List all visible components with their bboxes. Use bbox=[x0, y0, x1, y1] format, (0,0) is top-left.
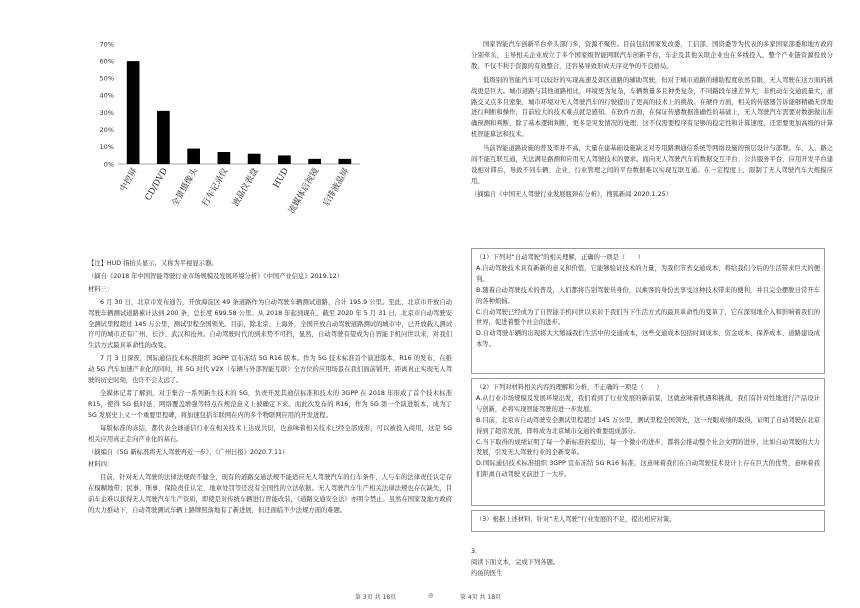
question-1-option-a[interactable]: A.自动驾驶技术具有新新的意义和价值，它能够验证技术的力量，为我们节省交通成本，将给我们今后的生活带来巨大的便利。 bbox=[476, 264, 820, 283]
right-source: （摘编自《中国无人驾驶行业发展瓶颈在分析》，搜狐新闻 2020.1.25） bbox=[471, 190, 672, 198]
question-1-option-c[interactable]: C.自动驾驶已经成为了自智能手机问世以来对于我们当下生活方式的最具革命性的变革了，它在深刻地介入和影响着我们的世界，促进着整个社会的进步。 bbox=[476, 308, 820, 327]
y-tick-label: 30% bbox=[99, 108, 114, 117]
bar bbox=[218, 152, 231, 164]
bar bbox=[278, 155, 291, 164]
y-tick-label: 20% bbox=[99, 126, 114, 135]
bar bbox=[339, 159, 352, 164]
y-tick-label: 70% bbox=[99, 40, 114, 49]
chart-note: 【注】HUD 指抬头显示，又称为平视显示器。 bbox=[88, 260, 218, 267]
material-3-para-2: 7 月 3 日深夜，国际通信技术标准组织 3GPP 宣布冻结 5G R16 版本。作为 5G 技术标准首个演进版本，R16 的发布，在推动 5G 汽车加速产业化的同时，将 5G 时代 V2X（车辆与外部智能互联）全方位的应用场景在我们面前铺开，距离真正实现无人驾驶的历史时刻，也许不会太远了。 bbox=[88, 355, 452, 385]
x-category-label: 液晶仪表盘 bbox=[230, 166, 261, 209]
question-2-option-c[interactable]: C.当下取得的成绩证明了每一个新标准的提出，每一个微小的进步，都将会推动整个社会文明的进步，比如自动驾驶的大力发展，引发无人驾驶行业的全新变革。 bbox=[476, 438, 820, 457]
question-3: （3）根据上述材料，针对“无人驾驶”行业发展的不足，提出相应对策。 bbox=[476, 516, 676, 523]
right-para-2: 低级别的智能汽车可以较好的实现高速及郊区道路的辅助驾驶，但对于城市道路的辅助程度依然有限，无人驾驶在这方面的挑战更是巨大。城市道路与其他道路相比，环境更为复杂，车辆数量多且种类复杂，不同路段车速差异大，非机动车交通流量大，道路交叉点多且密集，城市环境对无人驾驶汽车的行驶提出了更高的技术上的挑战。在硬件方面，相关的传感器告诉能够精确无误地进行判断和操作，目前较大的技术难点就是感知。在软件方面，在保证传感数据准确性的基础上，无人驾驶汽车需要对数据做出准确预测和判断，除了基本逻辑判断，更多是突发情况的处理，这不仅需要程序有足够的稳定性和计算速度，还需要更加高级的计算机智能算法和技术。 bbox=[471, 76, 833, 139]
y-tick-label: 60% bbox=[99, 57, 114, 66]
y-tick-label: 0% bbox=[103, 160, 114, 169]
x-category-label: CD/DVD bbox=[143, 166, 170, 203]
x-category-label: 行车记录仪 bbox=[200, 166, 231, 209]
heading-material-3: 材料三： bbox=[88, 285, 114, 293]
right-column bbox=[471, 40, 833, 201]
x-category-label: 流媒体后视镜 bbox=[287, 166, 322, 216]
question-number-3: 3. bbox=[471, 548, 478, 555]
x-category-label: 后排液晶屏 bbox=[321, 166, 352, 209]
read-instruction: 阅读下面文本，完成下列各题。 bbox=[471, 558, 560, 566]
y-tick-label: 10% bbox=[99, 143, 114, 152]
footer-page-left: 第 3页 共 18页 bbox=[355, 594, 397, 601]
bar bbox=[248, 154, 261, 164]
right-para-1: 国家智能汽车创新平台牵头部门多，资源不聚焦。目前包括国家发改委、工信部、国资委等为代表的多家国家部委和地方政府分别牵头，主导相关企业成立了多个国家级智能网联汽车创新平台，车企及其他关联企业也在多线投入，整个产业链资源投放分散，不仅不利于资源的有效整合，还容易导致形成无序竞争的不良格局。 bbox=[471, 41, 833, 70]
source-2: （摘编自《5G 新标准将无人驾驶再近一步》，《广州日报》2020.7.11） bbox=[88, 448, 289, 456]
text-title: 约鱼的医生 bbox=[471, 569, 503, 577]
question-1-option-b[interactable]: B.随着自动驾驶技术的普及，人们都将告别驾驶员身份，以乘客的身份去享受这种技术带来的便利，并且完全摆脱日常开车的各种烦恼。 bbox=[476, 286, 820, 305]
heading-material-4: 材料四： bbox=[88, 461, 114, 469]
question-1-box bbox=[471, 248, 825, 374]
x-category-label: HUD bbox=[271, 166, 291, 191]
material-3-para-4: 每版标准的冻结，都代表全球通信行业在相关技术上达成共识，也意味着相关技术已经全部成形，可以被投入商用，这是 5G 相关应用真正走向产业化的基石。 bbox=[88, 424, 452, 443]
y-tick-label: 40% bbox=[99, 91, 114, 100]
question-2-option-d[interactable]: D.国际通信技术标准组织 3GPP 宣布冻结 5G R16 标准，这意味着我们在自动驾驶技术设计上存在巨大的优势，意味着我们距离自动驾驶又前进了一大步。 bbox=[476, 460, 820, 479]
x-category-label: 全景摄像头 bbox=[170, 166, 201, 209]
left-column bbox=[88, 259, 452, 517]
x-category-label: 中控屏 bbox=[118, 166, 140, 194]
source-1: （摘自《2018 年中国智能驾驶行业市场规模及发展环境分析》《中国产业信息》2019.12） bbox=[88, 272, 344, 280]
question-2-option-b[interactable]: B.目前，北京市自动驾驶安全测试里程超过 145 万公里，测试里程全国领先，这一亮眼成绩的取得，证明了自动驾驶在北京得到了超常发展，即将成为北京城市交通的重要组成部分。 bbox=[476, 416, 820, 435]
y-tick-label: 50% bbox=[99, 74, 114, 83]
question-2-box bbox=[471, 378, 825, 506]
bar-chart bbox=[88, 34, 368, 256]
right-para-3: 当前智能道路设施的普及率并不高，大量在建基础设施缺乏对专用路测通信系统等网络设施的预层设计与部署。车、人、路之间不能互联互通，无法满足路测和应用无人驾驶技术的要求。面向无人驾驶汽车的数据交互平台、公共服务平台、应用开发平台建设相对滞后，导致不同车辆、企业、行业管理之间的平台数据难以实现互联互通。在一定程度上，限制了无人驾驶汽车大规模应用。 bbox=[471, 145, 833, 185]
question-1-option-d[interactable]: D.自动驾驶车辆的出现将大大缩减我们生活中的交通成本，这些交通成本包括时间成本、资金成本、保养成本、道路建设成本等。 bbox=[476, 330, 820, 349]
bar-chart-svg bbox=[88, 34, 368, 256]
bar bbox=[127, 61, 140, 164]
footer-divider-icon: ◎ bbox=[428, 592, 434, 599]
question-1: （1）下列对“自动驾驶”的相关理解，正确的一项是（ ） bbox=[476, 254, 644, 261]
bar bbox=[187, 149, 200, 164]
footer-page-right: 第 4页 共 18页 bbox=[460, 594, 502, 601]
material-4-para-1: 目前，针对无人驾驶的法律法规尚不健全，现有的道路交通法规不能适应无人驾驶汽车的行车条件，人与车的法律责任认定存在模糊地带；民事、刑事、保险责任认定、地章处罚等还没有全国性的立法依据。无人驾驶汽车生产相关法律法规也存在缺失，目前车企难以获得无人驾驶汽车生产资质，即使是对传统车辆进行智能改装，《道路交通安全法》亦明令禁止。虽然在国家及地方政府的大力推动下，自动驾驶测试车辆上路牌照落地有了新进展，但还面临不少法规方面的难题。 bbox=[88, 474, 452, 515]
material-3-para-1: 6 月 30 日，北京市发布通告，开放海淀区 49 条道路作为自动驾驶车辆测试道路，合计 195.9 公里。至此，北京市开放自动驾驶车辆测试道路累计达到 200 条，总长度 699.58 公里。从 2018 年起到现在，截至 2020 年 5 月 31 日，北京市自动驾驶安全测试里程超过 145 万公里，测试里程全国领先。目前，除北京、上海外，全国开放自动驾驶道路测试的城市中，已开放载人测试许可的城市还有广州、长沙、武汉和沧州。自动驾驶时代的到来势不可挡，显然，自动驾驶有望成为自智能手机问世以来，对我们生活方式最具革命性的改变。 bbox=[88, 298, 452, 350]
material-3-para-3: 全媒体记者了解到，对于集合一系列新生技术的 5G，负责开发其通信标准和技术的 3GPP 在 2018 年形成了首个技术标准 R15，使得 5G 低时延、网络覆盖增强等特点在规范意义上被确定下来。而此次发布的 R16，作为 5G 第一个演进版本，成为了 5G 发展史上又一个重要里程碑，将加速包括车联网在内的多个物联网应用的开发进程。 bbox=[88, 389, 452, 419]
bar bbox=[157, 111, 170, 164]
question-2-option-a[interactable]: A.从行业市场规模及发展环境出发，我们看到了行业发展的新前景，这就意味着机遇和挑战，我们有针对性地进行产品设计与创新，必将实现智能驾驶的进一步发展。 bbox=[476, 394, 820, 413]
bar bbox=[308, 159, 321, 164]
question-2: （2）下列对材料相关内容的理解和分析，不正确的一项是（ ） bbox=[476, 384, 663, 391]
next-section bbox=[471, 547, 833, 580]
question-3-box bbox=[471, 510, 825, 532]
